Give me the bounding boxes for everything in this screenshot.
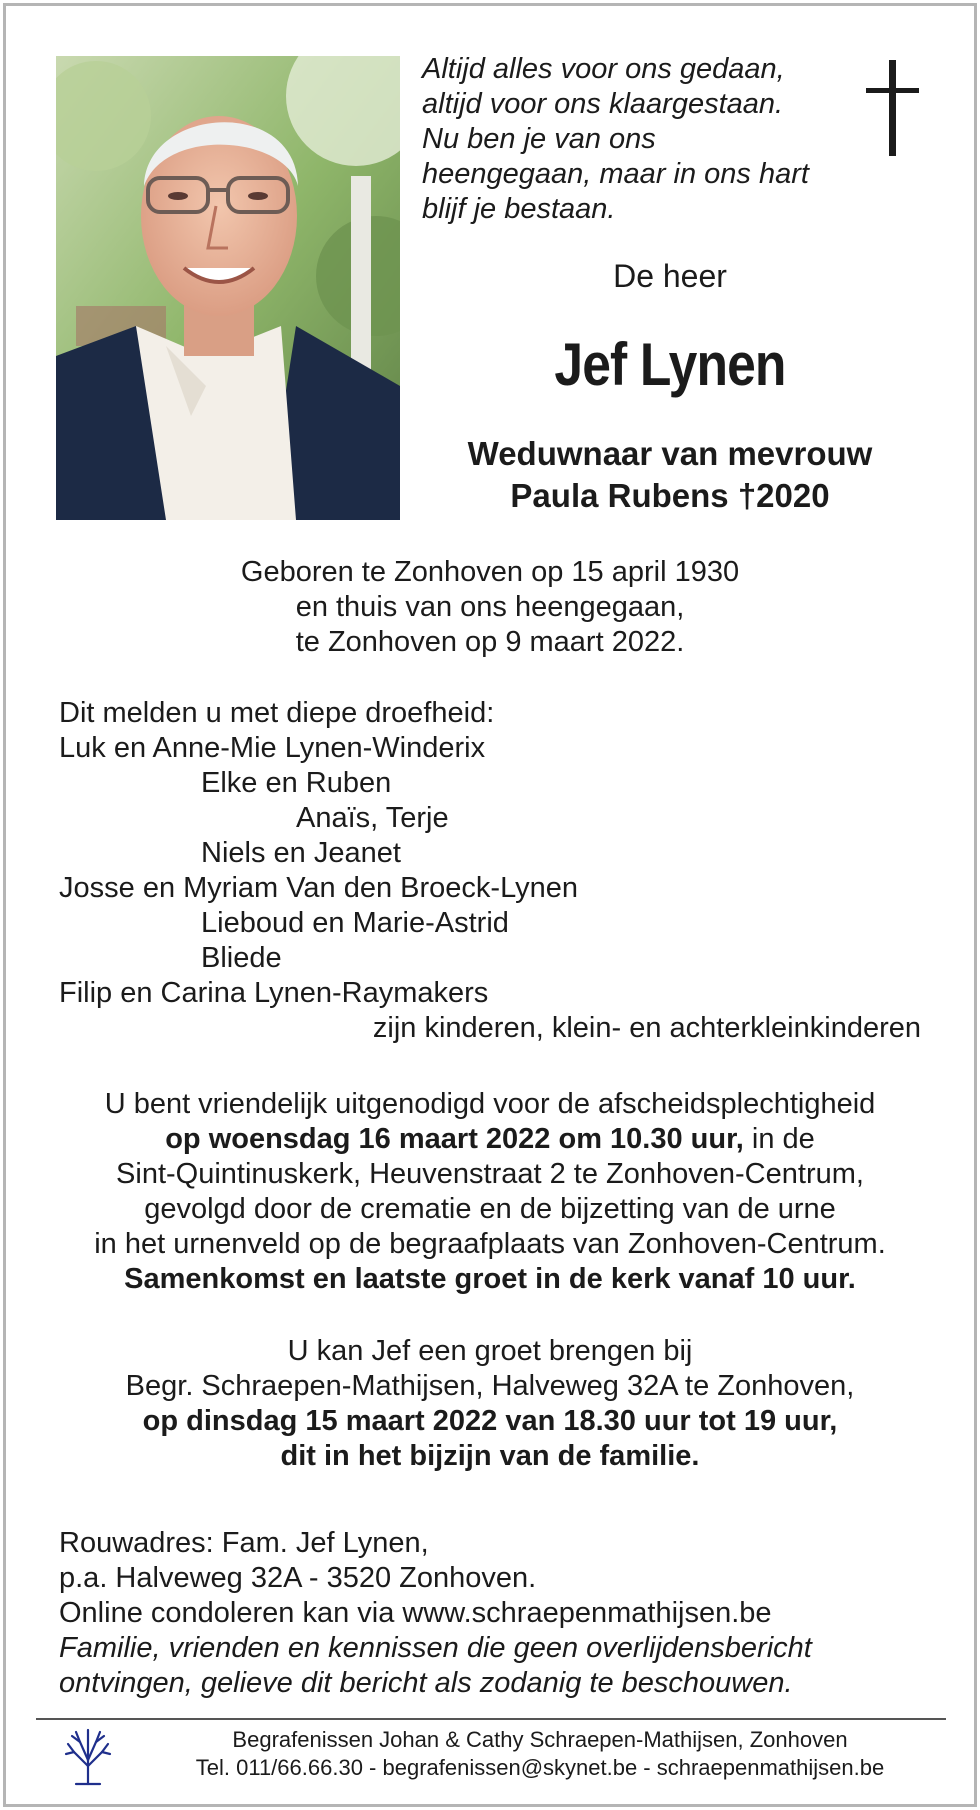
funeral-home-footer — [120, 1726, 960, 1782]
widow-line: Weduwnaar van mevrouw — [467, 435, 873, 472]
widow-note — [410, 433, 930, 517]
ceremony-date: op woensdag 16 maart 2022 om 10.30 uur, — [165, 1123, 744, 1155]
footer-divider — [36, 1718, 946, 1720]
poem-line: blijf je bestaan. — [422, 193, 616, 225]
portrait-photo — [56, 56, 400, 520]
footer-contact: Tel. 011/66.66.30 - begrafenissen@skynet.be - schraepenmathijsen.be — [195, 1755, 885, 1780]
footer-company: Begrafenissen Johan & Cathy Schraepen-Mathijsen, Zonhoven — [232, 1727, 848, 1752]
poem-line: Nu ben je van ons — [422, 123, 656, 155]
address-line: Rouwadres: Fam. Jef Lynen, — [59, 1527, 429, 1559]
notice-line: ontvingen, gelieve dit bericht als zodanig te beschouwen. — [59, 1667, 793, 1699]
ceremony-line — [0, 1122, 980, 1157]
birth-line: te Zonhoven op 9 maart 2022. — [295, 626, 685, 658]
ceremony-info — [0, 1087, 980, 1297]
family-closing: zijn kinderen, klein- en achterkleinkinderen — [372, 1012, 921, 1044]
poem — [422, 52, 842, 227]
ceremony-line-rest: in de — [743, 1123, 815, 1155]
family-member: Lieboud en Marie-Astrid — [201, 907, 509, 939]
family-member: Bliede — [201, 942, 282, 974]
ceremony-line: gevolgd door de crematie en de bijzetting van de urne — [144, 1193, 836, 1225]
ceremony-line: Sint-Quintinuskerk, Heuvenstraat 2 te Zonhoven-Centrum, — [116, 1158, 864, 1190]
visit-note: dit in het bijzijn van de familie. — [280, 1440, 700, 1472]
poem-line: Altijd alles voor ons gedaan, — [422, 53, 785, 85]
family-member: Elke en Ruben — [201, 767, 392, 799]
family-member: Niels en Jeanet — [201, 837, 401, 869]
salutation: De heer — [613, 258, 727, 294]
condolence-link[interactable]: Online condoleren kan via www.schraepenmathijsen.be — [59, 1597, 772, 1629]
deceased-name: Jef Lynen — [554, 331, 786, 398]
poem-line: altijd voor ons klaargestaan. — [422, 88, 784, 120]
poem-line: heengegaan, maar in ons hart — [422, 158, 809, 190]
notice-line: Familie, vrienden en kennissen die geen overlijdensbericht — [59, 1632, 812, 1664]
ceremony-line: U bent vriendelijk uitgenodigd voor de afscheidsplechtigheid — [104, 1088, 876, 1120]
visit-line: Begr. Schraepen-Mathijsen, Halveweg 32A te Zonhoven, — [125, 1370, 855, 1402]
cross-icon — [862, 60, 922, 160]
address-line: p.a. Halveweg 32A - 3520 Zonhoven. — [59, 1562, 537, 1594]
family-member: Luk en Anne-Mie Lynen-Winderix — [59, 732, 486, 764]
visit-date: op dinsdag 15 maart 2022 van 18.30 uur tot 19 uur, — [142, 1405, 838, 1437]
family-member: Josse en Myriam Van den Broeck-Lynen — [59, 872, 579, 904]
visit-info — [0, 1334, 980, 1474]
family-intro: Dit melden u met diepe droefheid: — [59, 697, 495, 729]
condolence-address — [59, 1526, 959, 1701]
birth-line: Geboren te Zonhoven op 15 april 1930 — [240, 556, 740, 588]
ceremony-gathering: Samenkomst en laatste groet in de kerk vanaf 10 uur. — [124, 1263, 856, 1295]
birth-death-info — [0, 555, 980, 660]
birth-line: en thuis van ons heengegaan, — [295, 591, 685, 623]
tree-icon — [62, 1726, 114, 1786]
family-list — [59, 696, 939, 1046]
ceremony-line: in het urnenveld op de begraafplaats van Zonhoven-Centrum. — [94, 1228, 886, 1260]
portrait-illustration — [56, 56, 400, 520]
family-member: Filip en Carina Lynen-Raymakers — [59, 977, 489, 1009]
widow-line: Paula Rubens †2020 — [510, 477, 830, 514]
family-member: Anaïs, Terje — [296, 802, 449, 834]
visit-line: U kan Jef een groet brengen bij — [287, 1335, 693, 1367]
